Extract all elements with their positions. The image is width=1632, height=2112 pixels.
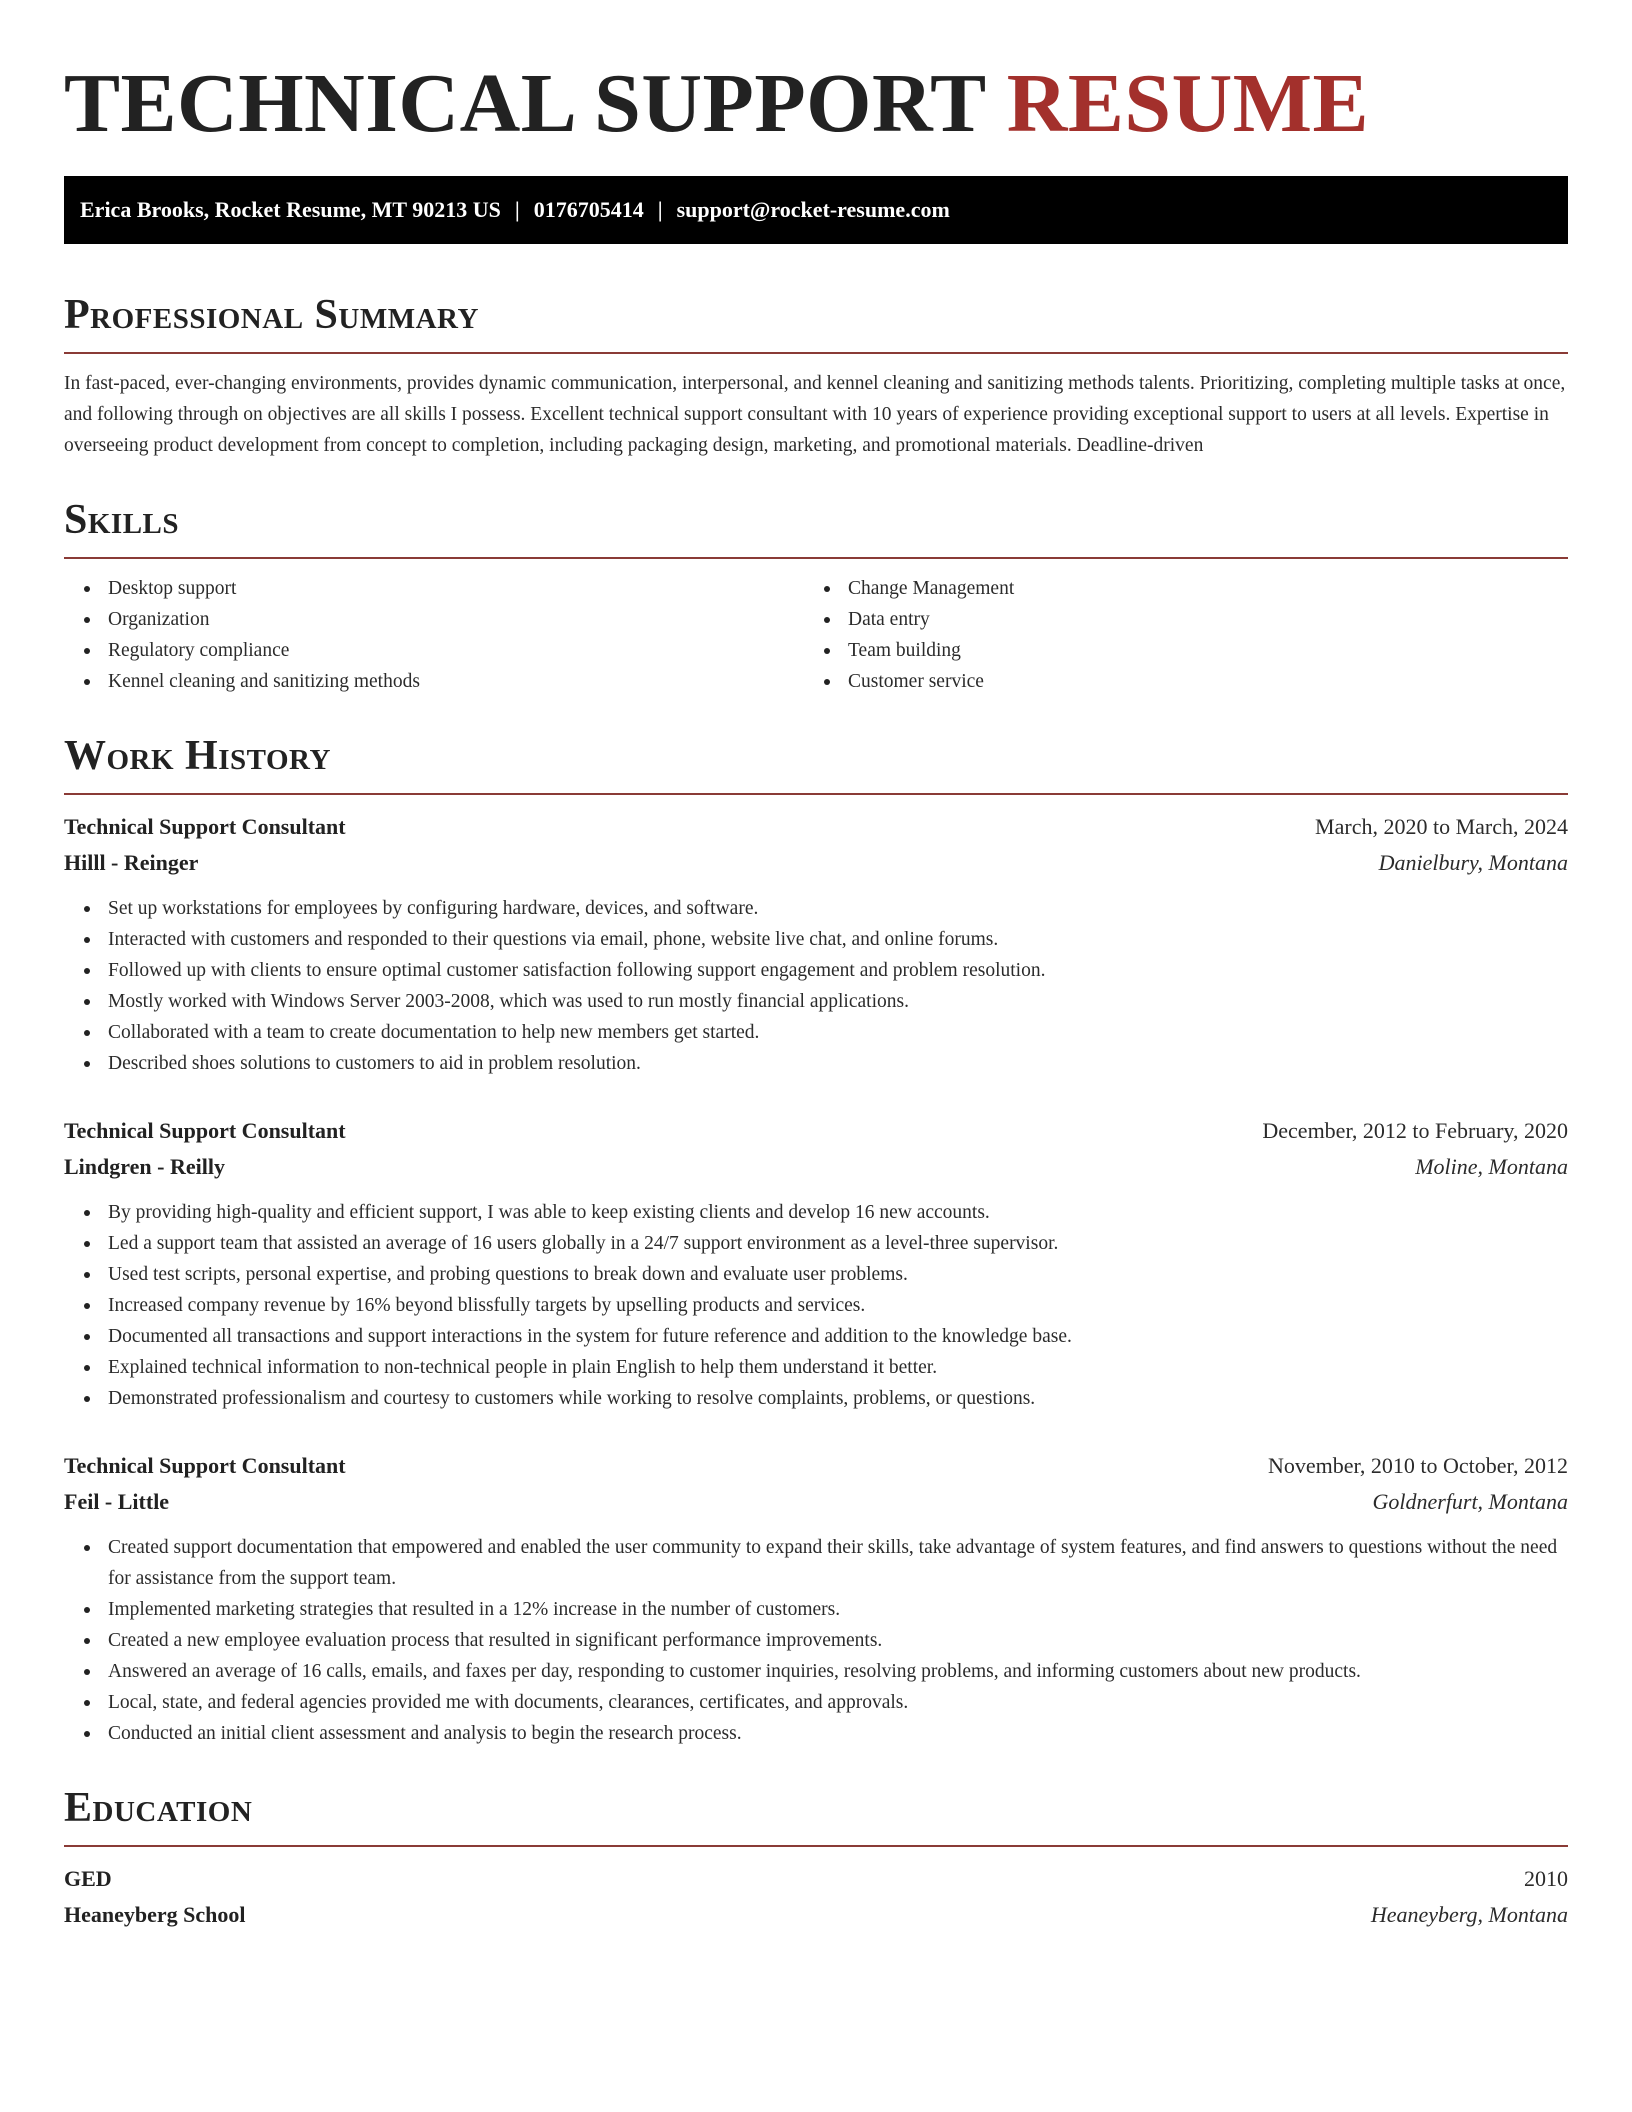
job-entry	[64, 1113, 1568, 1414]
section-title-education: Education	[64, 1785, 253, 1831]
job-bullet: Implemented marketing strategies that resulted in a 12% increase in the number of customers.	[64, 1594, 1568, 1625]
job-bullet: Used test scripts, personal expertise, and probing questions to break down and evaluate user problems.	[64, 1259, 1568, 1290]
job-bullet: Documented all transactions and support interactions in the system for future reference and addition to the knowledge base.	[64, 1321, 1568, 1352]
job-bullet: By providing high-quality and efficient support, I was able to keep existing clients and develop 16 new accounts.	[64, 1197, 1568, 1228]
contact-separator: |	[657, 197, 663, 222]
job-entry	[64, 1448, 1568, 1749]
job-dates: December, 2012 to February, 2020	[1262, 1118, 1568, 1143]
skill-item: Organization	[64, 604, 804, 635]
work-history-section	[64, 731, 1568, 1749]
job-bullet: Led a support team that assisted an average of 16 users globally in a 24/7 support environment as a level-three supervisor.	[64, 1228, 1568, 1259]
job-entry	[64, 809, 1568, 1079]
job-bullet: Followed up with clients to ensure optimal customer satisfaction following support engagement and problem resolution.	[64, 955, 1568, 986]
section-divider	[64, 557, 1568, 559]
job-dates: March, 2020 to March, 2024	[1315, 814, 1568, 839]
job-bullet: Demonstrated professionalism and courtesy to customers while working to resolve complaints, problems, or questions.	[64, 1383, 1568, 1414]
skill-item: Customer service	[804, 666, 1568, 697]
job-header-row	[64, 809, 1568, 845]
job-bullets	[64, 893, 1568, 1079]
section-title-skills: Skills	[64, 497, 180, 543]
education-section	[64, 1783, 1568, 1933]
contact-bar	[64, 176, 1568, 244]
job-bullet: Set up workstations for employees by configuring hardware, devices, and software.	[64, 893, 1568, 924]
skill-item: Data entry	[804, 604, 1568, 635]
job-company: Lindgren - Reilly	[64, 1154, 225, 1179]
job-title: Technical Support Consultant	[64, 814, 346, 839]
job-title: Technical Support Consultant	[64, 1453, 346, 1478]
section-divider	[64, 352, 1568, 354]
title-main: TECHNICAL SUPPORT	[64, 57, 986, 150]
education-degree: GED	[64, 1866, 112, 1891]
contact-phone: 0176705414	[533, 197, 644, 222]
title-accent: RESUME	[1006, 57, 1370, 150]
job-company: Feil - Little	[64, 1489, 170, 1514]
job-company-row	[64, 845, 1568, 881]
job-header-row	[64, 1113, 1568, 1149]
education-header-row	[64, 1861, 1568, 1897]
contact-name-address: Erica Brooks, Rocket Resume, MT 90213 US	[80, 197, 501, 222]
job-bullet: Created a new employee evaluation process that resulted in significant performance improvements.	[64, 1625, 1568, 1656]
job-company-row	[64, 1484, 1568, 1520]
job-bullets	[64, 1197, 1568, 1414]
skills-section	[64, 495, 1568, 697]
job-bullet: Mostly worked with Windows Server 2003-2008, which was used to run mostly financial applications.	[64, 986, 1568, 1017]
job-bullet: Collaborated with a team to create documentation to help new members get started.	[64, 1017, 1568, 1048]
job-bullets	[64, 1532, 1568, 1749]
job-header-row	[64, 1448, 1568, 1484]
job-company-row	[64, 1149, 1568, 1185]
skills-grid	[64, 573, 1568, 697]
skill-item: Regulatory compliance	[64, 635, 804, 666]
job-bullet: Created support documentation that empowered and enabled the user community to expand their skills, take advantage of system features, and find answers to questions without the need for assistance from the support team.	[64, 1532, 1568, 1594]
contact-separator: |	[514, 197, 520, 222]
job-bullet: Explained technical information to non-technical people in plain English to help them understand it better.	[64, 1352, 1568, 1383]
education-year: 2010	[1524, 1866, 1568, 1891]
skills-list-right	[804, 573, 1568, 697]
summary-section	[64, 290, 1568, 461]
section-divider	[64, 793, 1568, 795]
job-location: Danielbury, Montana	[1378, 850, 1568, 875]
resume-title	[64, 56, 1568, 152]
education-location: Heaneyberg, Montana	[1370, 1902, 1568, 1927]
summary-text: In fast-paced, ever-changing environments, provides dynamic communication, interpersonal, and kennel cleaning and sanitizing methods talents. Prioritizing, completing multiple tasks at once, and following through on objectives are all skills I possess. Excellent technical support consultant with 10 years of experience providing exceptional support to users at all levels. Expertise in overseeing product development from concept to completion, including packaging design, marketing, and promotional materials. Deadline-driven	[64, 373, 1566, 456]
skill-item: Team building	[804, 635, 1568, 666]
education-school-row	[64, 1897, 1568, 1933]
job-location: Goldnerfurt, Montana	[1372, 1489, 1568, 1514]
job-bullet: Described shoes solutions to customers to aid in problem resolution.	[64, 1048, 1568, 1079]
section-divider	[64, 1845, 1568, 1847]
education-entry	[64, 1861, 1568, 1933]
job-bullet: Local, state, and federal agencies provided me with documents, clearances, certificates, and approvals.	[64, 1687, 1568, 1718]
job-location: Moline, Montana	[1415, 1154, 1568, 1179]
skill-item: Change Management	[804, 573, 1568, 604]
job-bullet: Answered an average of 16 calls, emails, and faxes per day, responding to customer inquiries, resolving problems, and informing customers about new products.	[64, 1656, 1568, 1687]
education-school: Heaneyberg School	[64, 1902, 246, 1927]
contact-email: support@rocket-resume.com	[676, 197, 950, 222]
skill-item: Desktop support	[64, 573, 804, 604]
job-bullet: Interacted with customers and responded to their questions via email, phone, website live chat, and online forums.	[64, 924, 1568, 955]
skill-item: Kennel cleaning and sanitizing methods	[64, 666, 804, 697]
section-title-work-history: Work History	[64, 733, 331, 779]
job-company: Hilll - Reinger	[64, 850, 199, 875]
job-dates: November, 2010 to October, 2012	[1267, 1453, 1568, 1478]
job-bullet: Increased company revenue by 16% beyond blissfully targets by upselling products and services.	[64, 1290, 1568, 1321]
section-title-summary: Professional Summary	[64, 292, 479, 338]
job-bullet: Conducted an initial client assessment and analysis to begin the research process.	[64, 1718, 1568, 1749]
skills-list-left	[64, 573, 804, 697]
job-title: Technical Support Consultant	[64, 1118, 346, 1143]
